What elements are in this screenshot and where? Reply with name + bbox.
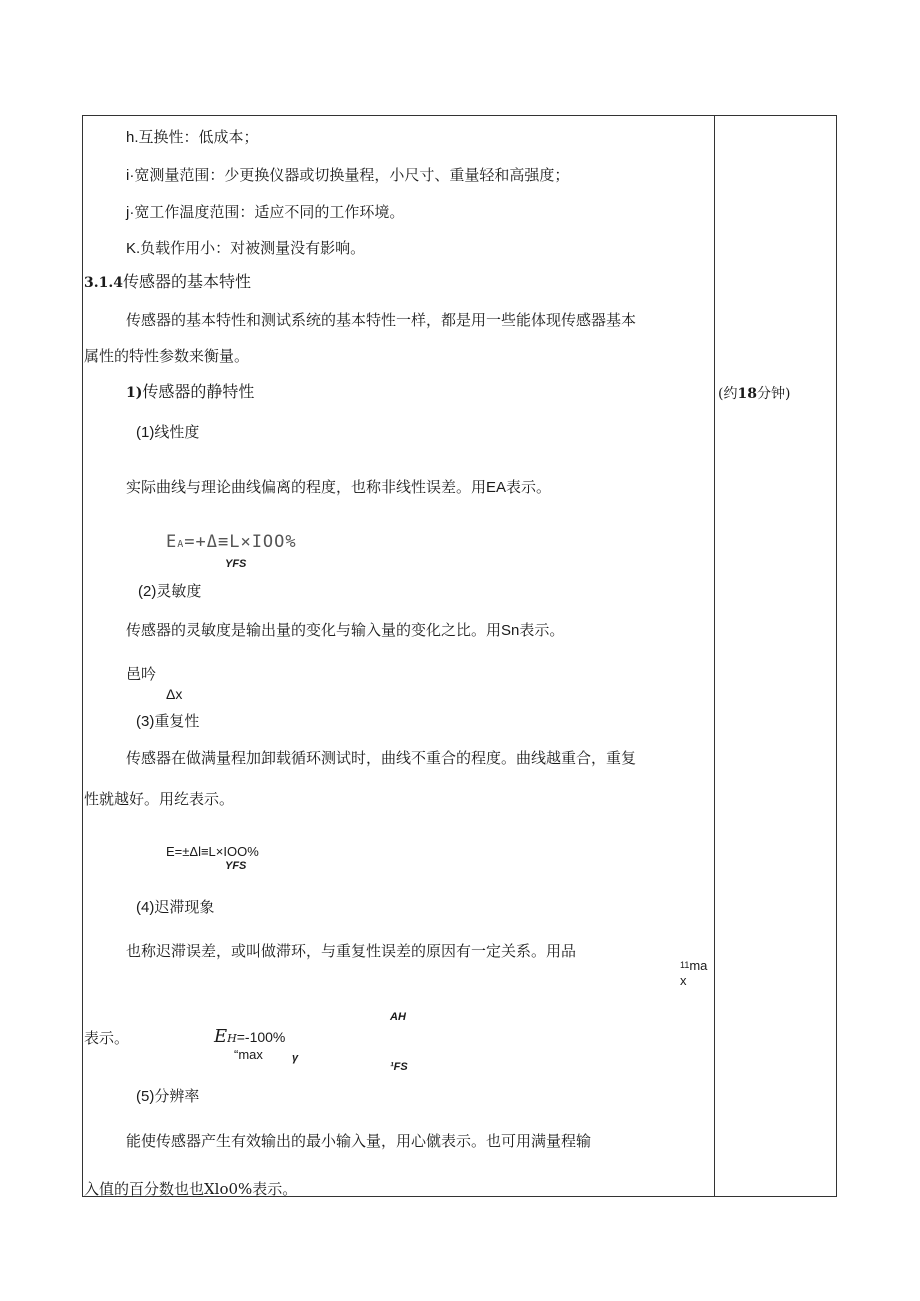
hysteresis-title: (4)迟滞现象 xyxy=(136,899,215,916)
resolution-text-1: 能使传感器产生有效输出的最小输入量，用心僦表示。也可用满量程输 xyxy=(126,1132,592,1150)
column-divider xyxy=(714,115,715,1197)
repeatability-formula: E=±Δl≡L×IOO% xyxy=(166,844,259,859)
duration-open: (约 xyxy=(718,386,738,402)
sensitivity-text: 传感器的灵敏度是输出量的变化与输入量的变化之比。用Sn表示。 xyxy=(126,622,565,639)
static-number: 1) xyxy=(126,385,143,401)
duration-minutes: 18 xyxy=(737,386,757,402)
hysteresis-formula-gamma: γ xyxy=(292,1052,299,1064)
list-item-k: K.负载作用小：对被测量没有影响。 xyxy=(126,240,366,257)
hysteresis-side-sup: 11 xyxy=(680,960,690,970)
linearity-text: 实际曲线与理论曲线偏离的程度，也称非线性误差。用EA表示。 xyxy=(126,479,552,496)
repeatability-text-1: 传感器在做满量程加卸载循环测试时，曲线不重合的程度。曲线越重合，重复 xyxy=(126,749,637,767)
hysteresis-formula-rest: =-100% xyxy=(236,1029,286,1045)
hysteresis-formula-max: “max xyxy=(234,1047,263,1062)
linearity-formula-rest: =+Δ≡L×IOO% xyxy=(184,532,297,552)
linearity-formula-e: E xyxy=(166,532,178,552)
resolution-title: (5)分辨率 xyxy=(136,1088,200,1105)
repeatability-text-2: 性就越好。用纥表示。 xyxy=(84,790,235,808)
sensitivity-formula-top: 邑吟 xyxy=(126,665,157,683)
hysteresis-side-line2: x xyxy=(680,973,687,988)
section-title: 传感器的基本特性 xyxy=(122,272,251,291)
hysteresis-text: 也称迟滞误差，或叫做滞环，与重复性误差的原因有一定关系。用品 xyxy=(126,942,577,960)
repeatability-title: (3)重复性 xyxy=(136,713,200,730)
hysteresis-side-line1: ma xyxy=(689,958,708,973)
list-item-h: h.互换性：低成本； xyxy=(126,129,259,146)
linearity-formula-denominator: YFS xyxy=(225,558,247,570)
section-number: 3.1.4 xyxy=(84,275,123,291)
static-heading xyxy=(126,382,254,403)
section-heading xyxy=(84,272,251,293)
sensitivity-formula-bottom: Δx xyxy=(166,686,183,702)
repeatability-formula-denominator: YFS xyxy=(225,860,247,872)
intro-text-1: 传感器的基本特性和测试系统的基本特性一样，都是用一些能体现传感器基本 xyxy=(126,311,637,329)
hysteresis-fs-label: ¹FS xyxy=(390,1061,408,1073)
intro-text-2: 属性的特性参数来衡量。 xyxy=(84,347,250,365)
list-item-j: j·宽工作温度范围：适应不同的工作环境。 xyxy=(126,204,405,221)
hysteresis-formula-sub: H xyxy=(227,1032,237,1045)
resolution-text-2: 入值的百分数也也Xlo0%表示。 xyxy=(84,1180,298,1198)
linearity-title: (1)线性度 xyxy=(136,424,200,441)
linearity-formula xyxy=(166,532,297,555)
linearity-formula-sub: A xyxy=(177,539,185,550)
static-title: 传感器的静特性 xyxy=(142,382,255,401)
hysteresis-side-symbol xyxy=(680,958,707,988)
hysteresis-formula-e: E xyxy=(214,1026,228,1047)
hysteresis-express: 表示。 xyxy=(84,1029,130,1047)
sensitivity-title: (2)灵敏度 xyxy=(138,583,202,600)
hysteresis-ah-label: AH xyxy=(390,1011,406,1023)
duration-note xyxy=(718,384,790,404)
duration-unit: 分钟) xyxy=(756,386,791,402)
list-item-i: i·宽测量范围：少更换仪器或切换量程，小尺寸、重量轻和高强度； xyxy=(126,167,570,184)
